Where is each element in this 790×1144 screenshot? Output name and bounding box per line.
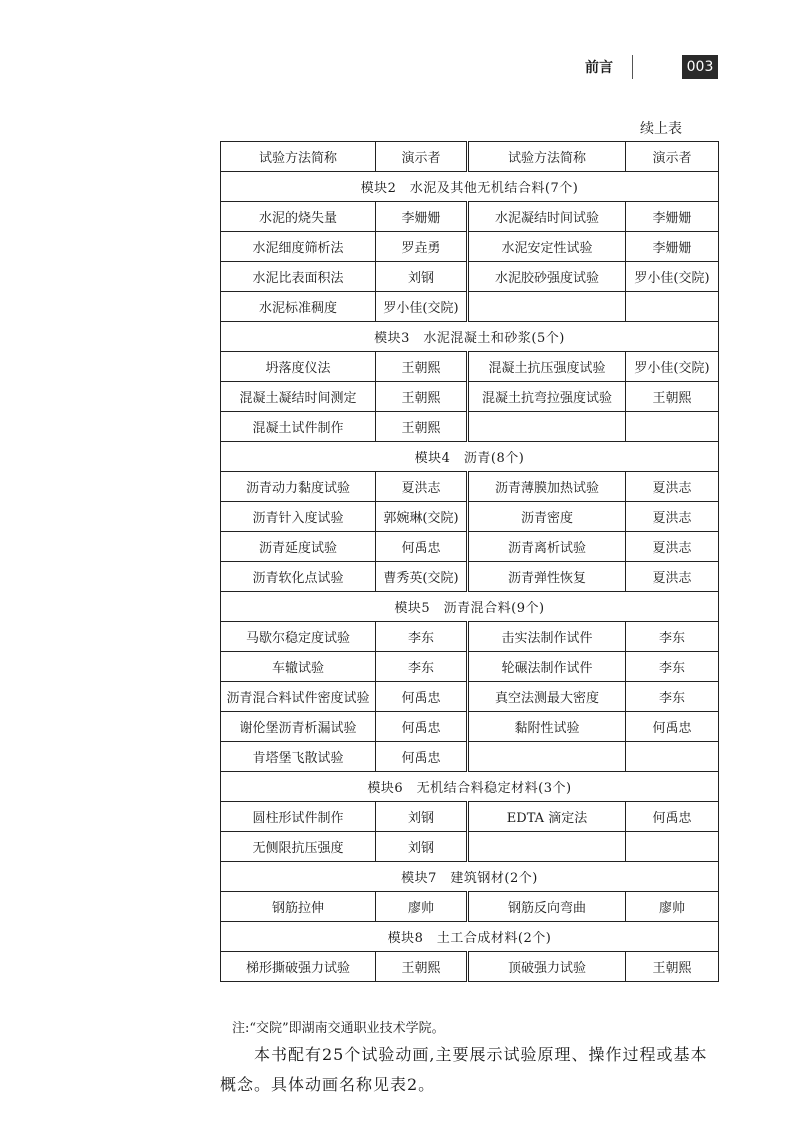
- demonstrator-cell: 何禹忠: [626, 712, 719, 742]
- demonstrator-cell: 何禹忠: [376, 712, 468, 742]
- table-row: [221, 652, 719, 682]
- test-method-cell: 沥青离析试验: [468, 532, 626, 562]
- test-method-cell: 车辙试验: [221, 652, 376, 682]
- header-divider: [632, 55, 633, 79]
- footnote: 注:“交院”即湖南交通职业技术学院。: [232, 1021, 445, 1036]
- table-row: [221, 292, 719, 322]
- demonstrator-cell: 罗小佳(交院): [626, 352, 719, 382]
- table-row: [221, 262, 719, 292]
- test-method-cell: 水泥胶砂强度试验: [468, 262, 626, 292]
- demonstrator-cell: 罗垚勇: [376, 232, 468, 262]
- test-method-cell: 马歇尔稳定度试验: [221, 622, 376, 652]
- table-row: [221, 412, 719, 442]
- demonstrator-cell: 夏洪志: [626, 532, 719, 562]
- module-row: [221, 922, 719, 952]
- table-row: [221, 532, 719, 562]
- demonstrator-cell: [626, 742, 719, 772]
- demonstrator-cell: 李姗姗: [626, 202, 719, 232]
- test-method-cell: 谢伦堡沥青析漏试验: [221, 712, 376, 742]
- test-method-cell: 沥青密度: [468, 502, 626, 532]
- table-row: [221, 712, 719, 742]
- table-row: [221, 202, 719, 232]
- table-row: [221, 352, 719, 382]
- demonstrator-cell: 李东: [376, 652, 468, 682]
- column-header: 演示者: [376, 142, 468, 172]
- table-row: [221, 502, 719, 532]
- module-title: 模块5 沥青混合料(9个): [221, 592, 719, 622]
- demonstrator-cell: 何禹忠: [376, 532, 468, 562]
- test-method-cell: 无侧限抗压强度: [221, 832, 376, 862]
- demonstrator-cell: 王朝熙: [376, 952, 468, 982]
- demonstrator-cell: 李东: [626, 622, 719, 652]
- demonstrator-cell: 罗小佳(交院): [626, 262, 719, 292]
- table-header-row: [221, 142, 719, 172]
- demonstrator-cell: 夏洪志: [626, 472, 719, 502]
- demonstrator-cell: 刘钢: [376, 262, 468, 292]
- test-method-cell: 黏附性试验: [468, 712, 626, 742]
- test-method-cell: 梯形撕破强力试验: [221, 952, 376, 982]
- demonstrator-cell: 郭婉琳(交院): [376, 502, 468, 532]
- demonstrator-cell: [626, 412, 719, 442]
- test-method-cell: 混凝土凝结时间测定: [221, 382, 376, 412]
- demonstrator-cell: 李东: [376, 622, 468, 652]
- demonstrator-cell: 王朝熙: [626, 382, 719, 412]
- demonstrator-cell: 王朝熙: [376, 352, 468, 382]
- module-row: [221, 862, 719, 892]
- test-method-cell: 顶破强力试验: [468, 952, 626, 982]
- table-body: [221, 172, 719, 982]
- demonstrator-cell: 王朝熙: [376, 382, 468, 412]
- column-header: 试验方法简称: [468, 142, 626, 172]
- test-method-cell: 混凝土抗弯拉强度试验: [468, 382, 626, 412]
- module-title: 模块7 建筑钢材(2个): [221, 862, 719, 892]
- test-method-cell: 水泥安定性试验: [468, 232, 626, 262]
- table-row: [221, 472, 719, 502]
- test-method-cell: 水泥细度筛析法: [221, 232, 376, 262]
- body-paragraph: [220, 1040, 720, 1100]
- table-row: [221, 952, 719, 982]
- demonstrator-cell: 夏洪志: [376, 472, 468, 502]
- test-method-cell: [468, 742, 626, 772]
- paragraph-line: 概念。具体动画名称见表2。: [220, 1075, 436, 1094]
- column-header: 演示者: [626, 142, 719, 172]
- demonstrator-cell: 何禹忠: [626, 802, 719, 832]
- test-method-cell: 钢筋反向弯曲: [468, 892, 626, 922]
- test-method-cell: 沥青薄膜加热试验: [468, 472, 626, 502]
- demonstrator-cell: [626, 292, 719, 322]
- test-method-cell: 击实法制作试件: [468, 622, 626, 652]
- demonstrator-cell: 李东: [626, 652, 719, 682]
- demonstrator-cell: 夏洪志: [626, 562, 719, 592]
- table-row: [221, 232, 719, 262]
- table-row: [221, 802, 719, 832]
- table-row: [221, 622, 719, 652]
- module-row: [221, 592, 719, 622]
- test-method-cell: 沥青延度试验: [221, 532, 376, 562]
- demonstrator-cell: 李东: [626, 682, 719, 712]
- demonstrator-table: [220, 141, 719, 982]
- page-header: [0, 55, 790, 85]
- table-row: [221, 562, 719, 592]
- demonstrator-cell: 刘钢: [376, 802, 468, 832]
- module-title: 模块3 水泥混凝土和砂浆(5个): [221, 322, 719, 352]
- test-method-cell: 轮碾法制作试件: [468, 652, 626, 682]
- table-row: [221, 832, 719, 862]
- test-method-cell: 沥青动力黏度试验: [221, 472, 376, 502]
- demonstrator-cell: 廖帅: [626, 892, 719, 922]
- test-method-cell: 水泥凝结时间试验: [468, 202, 626, 232]
- test-method-cell: [468, 832, 626, 862]
- test-method-cell: 沥青弹性恢复: [468, 562, 626, 592]
- demonstrator-cell: 王朝熙: [376, 412, 468, 442]
- module-row: [221, 172, 719, 202]
- demonstrator-cell: 刘钢: [376, 832, 468, 862]
- demonstrator-cell: 何禹忠: [376, 682, 468, 712]
- test-method-cell: [468, 292, 626, 322]
- module-row: [221, 322, 719, 352]
- test-method-cell: 混凝土抗压强度试验: [468, 352, 626, 382]
- demonstrator-cell: [626, 832, 719, 862]
- demonstrator-cell: 廖帅: [376, 892, 468, 922]
- demonstrator-cell: 罗小佳(交院): [376, 292, 468, 322]
- test-method-cell: 混凝土试件制作: [221, 412, 376, 442]
- test-method-cell: 钢筋拉伸: [221, 892, 376, 922]
- test-method-cell: 水泥比表面积法: [221, 262, 376, 292]
- module-title: 模块4 沥青(8个): [221, 442, 719, 472]
- test-method-cell: 沥青混合料试件密度试验: [221, 682, 376, 712]
- table-row: [221, 892, 719, 922]
- test-method-cell: 沥青软化点试验: [221, 562, 376, 592]
- module-row: [221, 442, 719, 472]
- module-title: 模块6 无机结合料稳定材料(3个): [221, 772, 719, 802]
- test-method-cell: 水泥标准稠度: [221, 292, 376, 322]
- continued-label: 续上表: [640, 121, 682, 137]
- test-method-cell: EDTA 滴定法: [468, 802, 626, 832]
- demonstrator-cell: 王朝熙: [626, 952, 719, 982]
- test-method-cell: 水泥的烧失量: [221, 202, 376, 232]
- module-title: 模块8 土工合成材料(2个): [221, 922, 719, 952]
- demonstrator-cell: 李姗姗: [626, 232, 719, 262]
- table-row: [221, 682, 719, 712]
- table-row: [221, 382, 719, 412]
- page-number: 003: [682, 55, 718, 79]
- test-method-cell: 真空法测最大密度: [468, 682, 626, 712]
- test-method-cell: 肯塔堡飞散试验: [221, 742, 376, 772]
- demonstrator-cell: 何禹忠: [376, 742, 468, 772]
- paragraph-line: 本书配有25个试验动画,主要展示试验原理、操作过程或基本: [254, 1045, 708, 1064]
- demonstrator-cell: 曹秀英(交院): [376, 562, 468, 592]
- module-row: [221, 772, 719, 802]
- test-method-cell: 坍落度仪法: [221, 352, 376, 382]
- column-header: 试验方法简称: [221, 142, 376, 172]
- test-method-cell: [468, 412, 626, 442]
- demonstrator-cell: 李姗姗: [376, 202, 468, 232]
- table-row: [221, 742, 719, 772]
- test-method-cell: 圆柱形试件制作: [221, 802, 376, 832]
- demonstrator-cell: 夏洪志: [626, 502, 719, 532]
- test-method-cell: 沥青针入度试验: [221, 502, 376, 532]
- section-title: 前言: [585, 60, 613, 76]
- module-title: 模块2 水泥及其他无机结合料(7个): [221, 172, 719, 202]
